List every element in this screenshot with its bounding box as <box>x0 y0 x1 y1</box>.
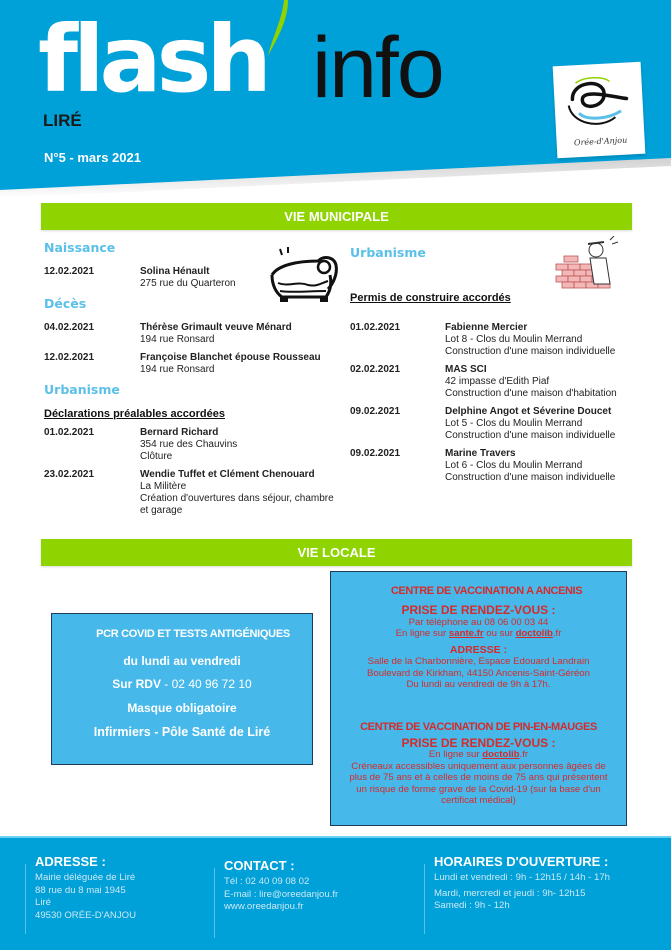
entry-line: 42 impasse d'Edith Piaf <box>445 376 550 387</box>
entry-name: Bernard Richard <box>140 427 219 438</box>
oree-danjou-logo <box>553 62 646 158</box>
footer-hours-line: Mardi, mercredi et jeudi : 9h- 12h15 <box>434 887 586 899</box>
pin-detail-line: plus de 75 ans et à celles de moins de 75 ans qui présentent <box>349 772 608 783</box>
ancenis-section <box>331 586 626 598</box>
pin-title: CENTRE DE VACCINATION DE PIN-EN-MAUGES <box>360 721 597 733</box>
footer-hours-line: Lundi et vendredi : 9h - 12h15 / 14h - 17h <box>434 872 611 883</box>
entry-line: La Militère <box>140 481 187 492</box>
ancenis-address-line: Boulevard de Kirkham, 44150 Ancenis-Saint-Géréon <box>367 667 590 679</box>
entry-date: 04.02.2021 <box>44 322 95 333</box>
entry-line: Construction d'une maison d'habitation <box>445 388 617 399</box>
footer-address-line: Liré <box>35 897 51 908</box>
vie-locale-banner: VIE LOCALE <box>41 539 632 566</box>
pin-detail-line: certificat médical) <box>441 795 516 806</box>
pcr-title: PCR COVID ET TESTS ANTIGÉNIQUES <box>96 628 290 640</box>
footer-address-line: Mairie déléguée de Liré <box>35 872 136 883</box>
footer-email[interactable]: E-mail : lire@oreedanjou.fr <box>224 888 339 900</box>
entry-line: 194 rue Ronsard <box>140 334 215 345</box>
declarations-subheading: Déclarations préalables accordées <box>44 408 225 420</box>
online-prefix: En ligne sur <box>428 749 483 760</box>
entry-date: 09.02.2021 <box>350 406 401 417</box>
online-suffix: .fr <box>552 628 562 639</box>
entry-name: Delphine Angot et Séverine Doucet <box>445 406 612 417</box>
entry-line: Création d'ouvertures dans séjour, chambre <box>140 493 334 504</box>
title-flash: flash <box>38 6 267 113</box>
entry-date: 12.02.2021 <box>44 352 95 363</box>
entry-name: Fabienne Mercier <box>445 322 528 333</box>
entry-line: Clôture <box>140 451 173 462</box>
pcr-phone: - 02 40 96 72 10 <box>160 677 252 691</box>
entry-date: 09.02.2021 <box>350 448 401 459</box>
entry-line: Construction d'une maison individuelle <box>445 430 616 441</box>
entry-line: 275 rue du Quarteron <box>140 278 236 289</box>
doctolib-link[interactable]: doctolib <box>515 628 553 639</box>
entry-date: 23.02.2021 <box>44 469 95 480</box>
entry-name: Thérèse Grimault veuve Ménard <box>140 322 292 333</box>
commune-name: LIRÉ <box>43 111 82 130</box>
urbanisme-heading: Urbanisme <box>44 382 120 397</box>
entry-line: et garage <box>140 505 183 516</box>
ancenis-online <box>331 628 626 640</box>
ancenis-title: CENTRE DE VACCINATION A ANCENIS <box>390 585 583 597</box>
pcr-rdv <box>52 677 312 691</box>
pin-rdv-heading: PRISE DE RENDEZ-VOUS : <box>401 735 556 750</box>
footer-website[interactable]: www.oreedanjou.fr <box>224 901 304 912</box>
entry-line: Lot 6 - Clos du Moulin Merrand <box>445 460 583 471</box>
entry-line: Lot 5 - Clos du Moulin Merrand <box>445 418 583 429</box>
footer-contact <box>224 858 338 914</box>
cradle-icon <box>268 245 342 307</box>
builder-icon <box>552 236 632 294</box>
header <box>0 0 671 200</box>
footer-address-line: 88 rue du 8 mai 1945 <box>35 884 126 896</box>
ancenis-phone: Par téléphone au 08 06 00 03 44 <box>408 616 549 628</box>
pin-detail-line: un risque de forme grave de la Covid-19 (sur la base d'un <box>356 783 601 795</box>
pin-detail-line: Créneaux accessibles uniquement aux personnes âgées de <box>351 760 606 772</box>
ancenis-address-heading: ADRESSE : <box>449 643 508 656</box>
ancenis-address-line: Salle de la Charbonnière, Espace Edouard Landrain <box>367 656 590 667</box>
footer-hours-line: Samedi : 9h - 12h <box>434 900 510 911</box>
entry-name: Wendie Tuffet et Clément Chenouard <box>140 469 315 480</box>
divider <box>424 864 425 934</box>
permis-subheading: Permis de construire accordés <box>350 292 511 304</box>
urbanisme-heading-right: Urbanisme <box>350 245 426 260</box>
pin-en-mauges-section <box>331 722 626 807</box>
footer-hours-heading: HORAIRES D'OUVERTURE : <box>434 854 609 869</box>
entry-date: 01.02.2021 <box>350 322 401 333</box>
ancenis-rdv-heading: PRISE DE RENDEZ-VOUS : <box>401 603 556 617</box>
entry-name: Marine Travers <box>445 448 516 459</box>
entry-name: MAS SCI <box>445 364 487 375</box>
footer <box>0 836 671 950</box>
logo-text: Orée-d'Anjou <box>573 135 628 148</box>
divider <box>214 868 215 938</box>
entry-date: 02.02.2021 <box>350 364 401 375</box>
entry-name: Solina Hénault <box>140 266 210 277</box>
entry-name: Françoise Blanchet épouse Rousseau <box>140 352 321 363</box>
deces-heading: Décès <box>44 296 87 311</box>
pcr-mask: Masque obligatoire <box>127 701 237 715</box>
ancenis-hours: Du lundi au vendredi de 9h à 17h. <box>406 679 551 690</box>
entry-line: 194 rue Ronsard <box>140 364 215 375</box>
online-prefix: En ligne sur <box>395 628 449 639</box>
doctolib-link[interactable]: doctolib <box>482 749 520 760</box>
naissance-heading: Naissance <box>44 240 116 255</box>
pin-online <box>331 749 626 761</box>
entry-line: 354 rue des Chauvins <box>140 439 238 450</box>
footer-address <box>35 854 136 922</box>
footer-address-heading: ADRESSE : <box>35 854 106 869</box>
logo-emblem-icon <box>553 66 645 141</box>
sante-fr-link[interactable]: sante.fr <box>448 628 484 639</box>
vaccination-box <box>330 571 627 826</box>
title-info: info <box>312 20 443 116</box>
issue-number: N°5 - mars 2021 <box>44 150 141 165</box>
pcr-covid-box <box>51 613 313 765</box>
online-suffix: .fr <box>519 749 529 760</box>
online-mid: ou sur <box>483 628 516 639</box>
entry-line: Construction d'une maison individuelle <box>445 472 616 483</box>
footer-contact-heading: CONTACT : <box>224 858 295 873</box>
ancenis-details <box>331 605 626 691</box>
divider <box>25 864 26 934</box>
entry-line: Lot 8 - Clos du Moulin Merrand <box>445 334 583 345</box>
footer-address-line: 49530 ORÉE-D'ANJOU <box>35 909 137 921</box>
vie-municipale-banner: VIE MUNICIPALE <box>41 203 632 230</box>
entry-date: 12.02.2021 <box>44 266 95 277</box>
pcr-days: du lundi au vendredi <box>123 654 241 668</box>
footer-hours <box>434 854 610 913</box>
entry-line: Construction d'une maison individuelle <box>445 346 616 357</box>
pcr-provider: Infirmiers - Pôle Santé de Liré <box>93 725 271 739</box>
footer-phone: Tél : 02 40 09 08 02 <box>224 876 310 887</box>
entry-date: 01.02.2021 <box>44 427 95 438</box>
pcr-rdv-label: Sur RDV <box>112 677 161 691</box>
